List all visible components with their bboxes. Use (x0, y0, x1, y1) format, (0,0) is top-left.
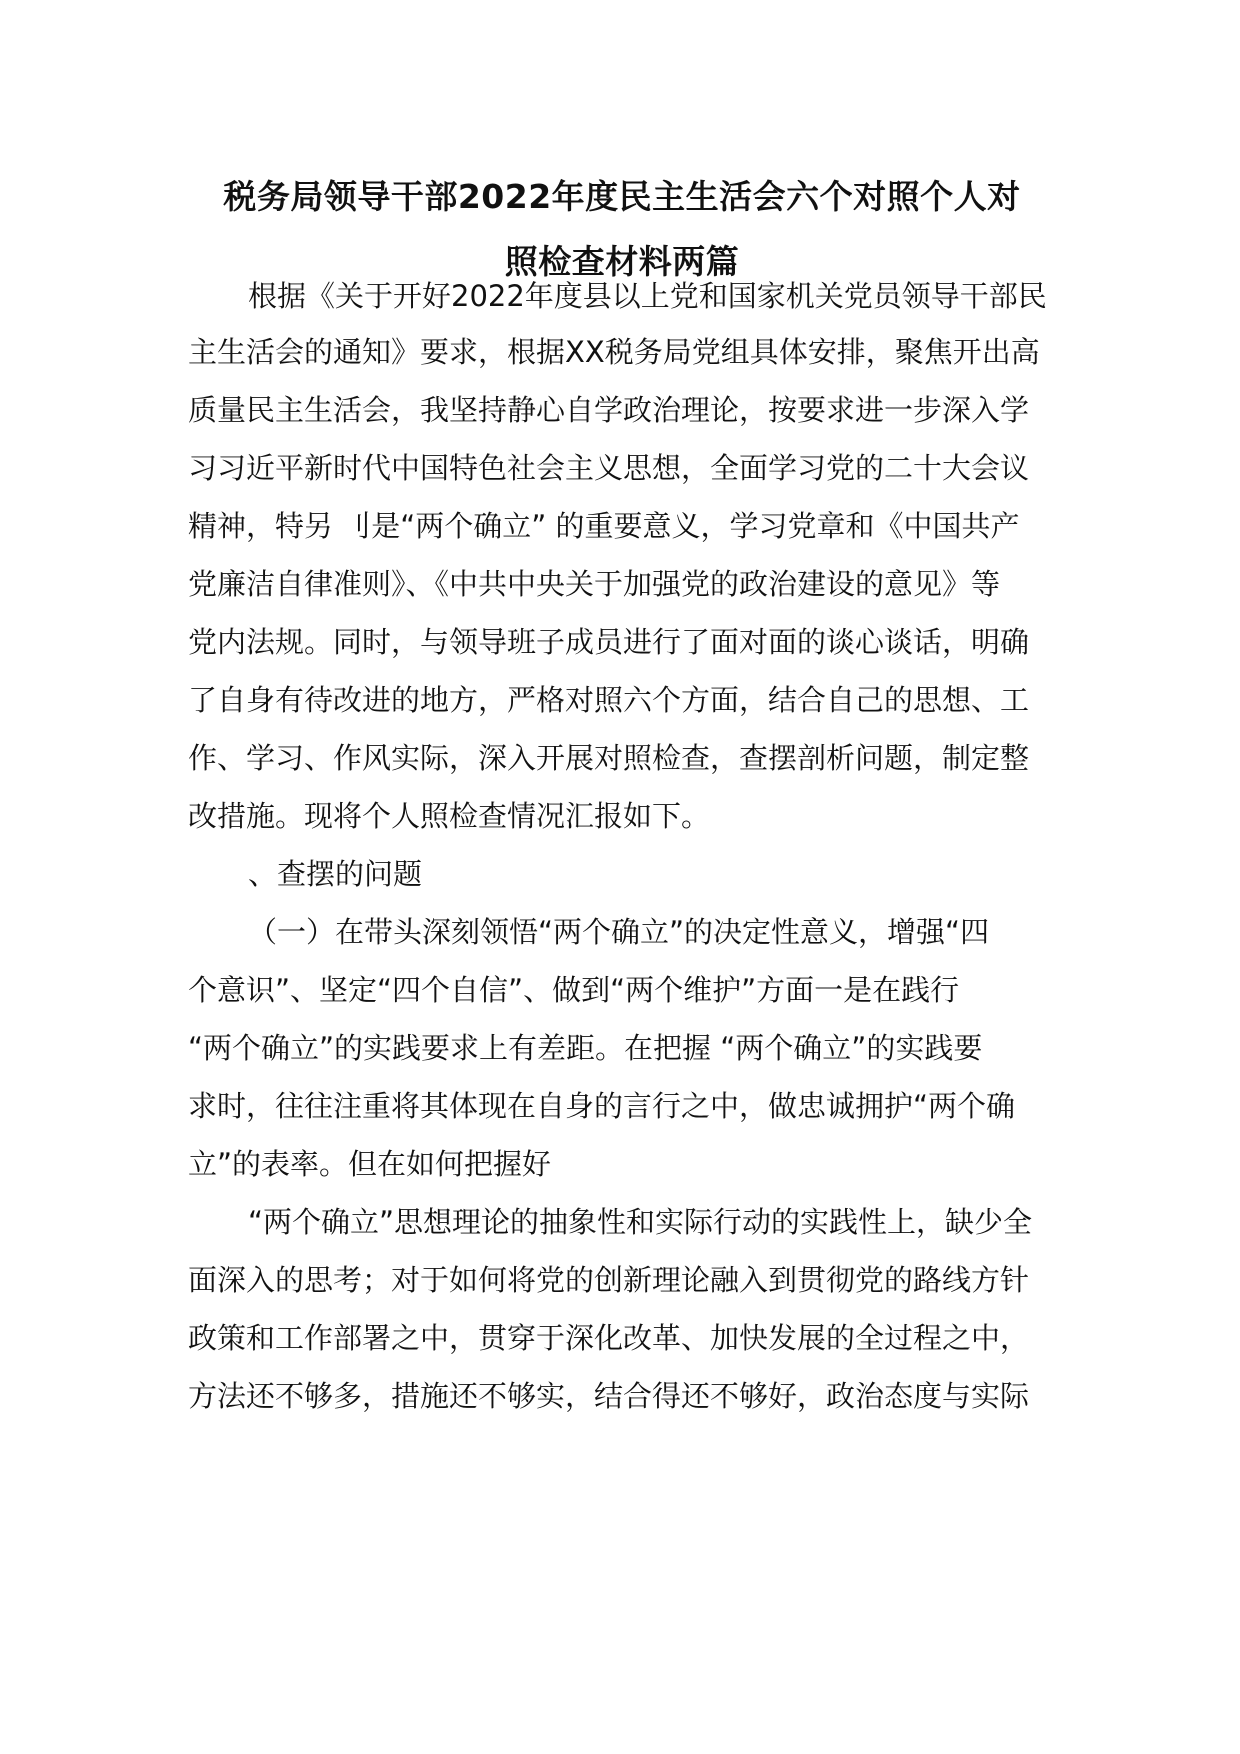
body-line: 求时，往往注重将其体现在自身的言行之中，做忠诚拥护“两个确 (188, 1089, 1016, 1123)
body-line: “两个确立”的实践要求上有差距。在把握 “两个确立”的实践要 (188, 1031, 983, 1065)
body-line: 精神，特另 刂是“两个确立” 的重要意义，学习党章和《中国共产 (188, 509, 1020, 543)
body-line: 方法还不够多，措施还不够实，结合得还不够好，政治态度与实际 (188, 1379, 1030, 1413)
body-line: 立”的表率。但在如何把握好 (188, 1147, 552, 1181)
body-line: 作、学习、作风实际，深入开展对照检查，查摆剖析问题，制定整 (188, 741, 1030, 775)
body-line: “两个确立”思想理论的抽象性和实际行动的实践性上，缺少全 (248, 1205, 1033, 1239)
body-line: 改措施。现将个人照检查情况汇报如下。 (188, 799, 711, 833)
section-heading: 、查摆的问题 (248, 857, 423, 891)
body-line: 根据《关于开好2022年度县以上党和国家机关党员领导干部民 (248, 279, 1047, 313)
document-title-line-2: 照检查材料两篇 (504, 242, 740, 281)
body-line: 习习近平新时代中国特色社会主义思想，全面学习党的二十大会议 (188, 451, 1030, 485)
subsection-heading: （一）在带头深刻领悟“两个确立”的决定性意义，增强“四 (248, 915, 990, 949)
body-line: 面深入的思考；对于如何将党的创新理论融入到贯彻党的路线方针 (188, 1263, 1030, 1297)
document-title-line-1: 税务局领导干部2022年度民主生活会六个对照个人对 (223, 177, 1021, 216)
body-line: 质量民主生活会，我坚持静心自学政治理论，按要求进一步深入学 (188, 393, 1030, 427)
body-line: 个意识”、坚定“四个自信”、做到“两个维护”方面一是在践行 (188, 973, 960, 1007)
body-line: 党廉洁自律准则》、《中共中央关于加强党的政治建设的意见》等 (188, 567, 1001, 601)
body-line: 主生活会的通知》要求，根据XX税务局党组具体安排，聚焦开出高 (188, 335, 1040, 369)
body-line: 政策和工作部署之中，贯穿于深化改革、加快发展的全过程之中， (188, 1321, 1030, 1355)
body-line: 了自身有待改进的地方，严格对照六个方面，结合自己的思想、工 (188, 683, 1030, 717)
body-line: 党内法规。同时，与领导班子成员进行了面对面的谈心谈话，明确 (188, 625, 1030, 659)
